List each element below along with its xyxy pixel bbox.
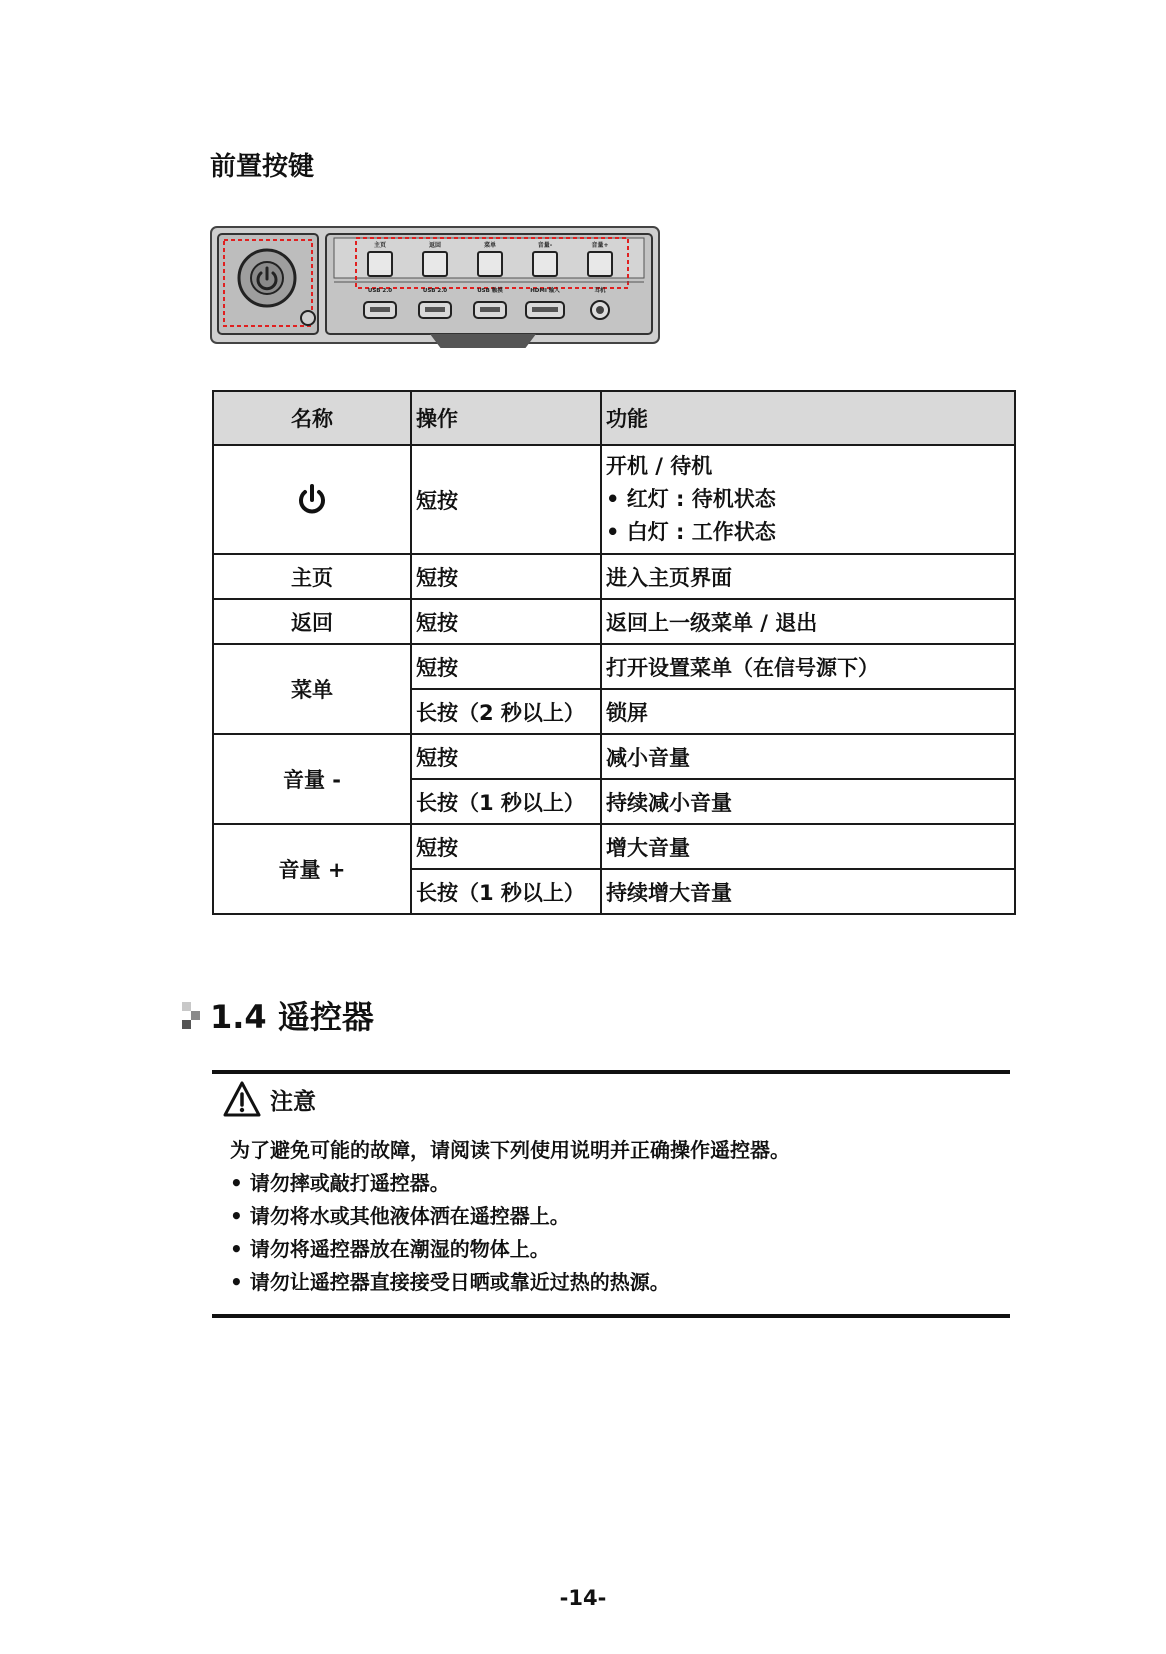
port-inner [532, 307, 558, 312]
section-title: 前置按键 [210, 152, 315, 182]
list-item: • 请勿将遥控器放在潮湿的物体上。 [230, 1233, 790, 1266]
panel-button-label: 菜单 [483, 242, 497, 249]
panel-button [368, 252, 392, 276]
table-row [213, 599, 1015, 644]
function-bullet: • 红灯 : 待机状态 [606, 487, 776, 511]
notice-header [222, 1080, 316, 1118]
panel-port-label: HDMI 输入 [530, 288, 560, 294]
operation-cell: 长按（1 秒以上） [411, 779, 601, 824]
name-cell: 主页 [213, 554, 411, 599]
function-cell: 持续减小音量 [601, 779, 1015, 824]
header-function: 功能 [601, 391, 1015, 445]
table-row [213, 824, 1015, 869]
panel-power-button [239, 250, 295, 306]
notice-title: 注意 [270, 1088, 316, 1115]
notice-intro: 为了避免可能的故障，请阅读下列使用说明并正确操作遥控器。 [230, 1138, 790, 1162]
function-title: 开机 / 待机 [606, 454, 713, 478]
name-cell: 菜单 [213, 644, 411, 734]
port-inner [480, 307, 500, 312]
power-name-cell [213, 445, 411, 554]
list-item: • 请勿让遥控器直接接受日晒或靠近过热的热源。 [230, 1266, 790, 1299]
panel-button-label: 音量- [537, 242, 553, 249]
function-cell: 锁屏 [601, 689, 1015, 734]
function-red-light: 红灯 : 待机状态 [626, 487, 776, 511]
list-item: • 请勿将水或其他液体洒在遥控器上。 [230, 1200, 790, 1233]
function-cell: 打开设置菜单（在信号源下） [601, 644, 1015, 689]
list-item: • 请勿摔或敲打遥控器。 [230, 1167, 790, 1200]
function-white-light: 白灯 : 工作状态 [626, 520, 776, 544]
notice-list [230, 1167, 790, 1299]
panel-button-label: 返回 [428, 242, 442, 249]
panel-button [423, 252, 447, 276]
function-cell: 持续增大音量 [601, 869, 1015, 914]
warning-icon [222, 1080, 262, 1118]
power-icon [295, 483, 329, 517]
section-marker-icon [180, 1000, 202, 1030]
panel-button-label: 音量+ [591, 242, 609, 249]
panel-indicator-light [301, 311, 315, 325]
panel-button [478, 252, 502, 276]
name-cell: 返回 [213, 599, 411, 644]
panel-port-label: USB 触摸 [477, 288, 503, 294]
table-header-row [213, 391, 1015, 445]
operation-cell: 短按 [411, 554, 601, 599]
operation-cell: 长按（1 秒以上） [411, 869, 601, 914]
operation-cell: 短按 [411, 734, 601, 779]
name-cell: 音量 - [213, 734, 411, 824]
header-name: 名称 [213, 391, 411, 445]
table-row [213, 734, 1015, 779]
function-cell [601, 445, 1015, 554]
device-front-panel-illustration [210, 226, 662, 348]
function-cell: 增大音量 [601, 824, 1015, 869]
panel-button [533, 252, 557, 276]
operation-cell: 短按 [411, 599, 601, 644]
panel-port-label: USB 2.0 [422, 288, 448, 294]
section-heading-text: 1.4 遥控器 [210, 998, 374, 1036]
function-cell: 减小音量 [601, 734, 1015, 779]
headphone-port-hole [596, 306, 604, 314]
header-operation: 操作 [411, 391, 601, 445]
port-inner [425, 307, 445, 312]
function-cell: 返回上一级菜单 / 退出 [601, 599, 1015, 644]
front-buttons-table [212, 390, 1016, 915]
operation-cell: 短按 [411, 445, 601, 554]
table-row [213, 445, 1015, 554]
page-number: -14- [559, 1586, 607, 1610]
notice-top-rule [212, 1070, 1010, 1074]
name-cell: 音量 + [213, 824, 411, 914]
function-bullet: • 白灯 : 工作状态 [606, 520, 776, 544]
function-cell: 进入主页界面 [601, 554, 1015, 599]
operation-cell: 短按 [411, 644, 601, 689]
panel-button-label: 主页 [373, 242, 387, 249]
section-heading [180, 992, 374, 1038]
panel-button [588, 252, 612, 276]
panel-port-label: 耳机 [594, 288, 606, 294]
table-row [213, 644, 1015, 689]
notice-bottom-rule [212, 1314, 1010, 1318]
port-inner [370, 307, 390, 312]
operation-cell: 短按 [411, 824, 601, 869]
panel-port-label: USB 2.0 [367, 288, 393, 294]
notice-body [230, 1134, 790, 1299]
operation-cell: 长按（2 秒以上） [411, 689, 601, 734]
table-row [213, 554, 1015, 599]
